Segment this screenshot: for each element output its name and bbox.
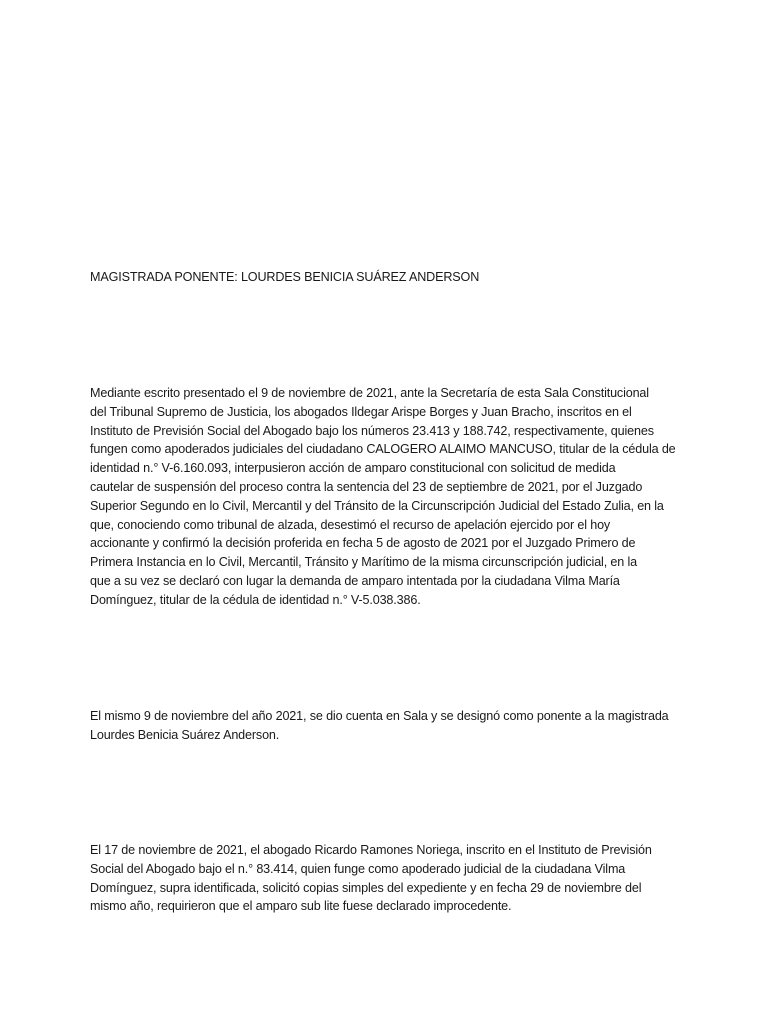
paragraph-line: accionante y confirmó la decisión proferida en fecha 5 de agosto de 2021 por el Juzgado Primero de bbox=[90, 536, 636, 551]
paragraph-line: El 17 de noviembre de 2021, el abogado Ricardo Ramones Noriega, inscrito en el Instituto de Previsión bbox=[90, 843, 652, 857]
paragraph-line: identidad n.° V-6.160.093, interpusieron acción de amparo constitucional con solicitud de medida bbox=[90, 461, 616, 476]
paragraph-line: Mediante escrito presentado el 9 de noviembre de 2021, ante la Secretaría de esta Sala Constitucional bbox=[90, 386, 649, 400]
paragraph-line: Superior Segundo en lo Civil, Mercantil y del Tránsito de la Circunscripción Judicial del Estado Zulia, en la bbox=[90, 498, 664, 513]
paragraph-amparo-filing bbox=[90, 384, 690, 610]
paragraph-line: Primera Instancia en lo Civil, Mercantil, Tránsito y Marítimo de la misma circunscripción judicial, en la bbox=[90, 555, 637, 570]
paragraph-line: que a su vez se declaró con lugar la demanda de amparo intentada por la ciudadana Vilma María bbox=[90, 573, 620, 588]
paragraph-line: El mismo 9 de noviembre del año 2021, se dio cuenta en Sala y se designó como ponente a la magistrada bbox=[90, 709, 669, 723]
paragraph-line: Instituto de Previsión Social del Abogado bajo los números 23.413 y 188.742, respectivamente, quienes bbox=[90, 423, 654, 438]
paragraph-line: Domínguez, titular de la cédula de identidad n.° V-5.038.386. bbox=[90, 592, 421, 607]
paragraph-line: que, conociendo como tribunal de alzada, desestimó el recurso de apelación ejercido por el hoy bbox=[90, 517, 611, 532]
paragraph-line: Social del Abogado bajo el n.° 83.414, quien funge como apoderado judicial de la ciudadana Vilma bbox=[90, 861, 626, 876]
paragraph-line: fungen como apoderados judiciales del ciudadano CALOGERO ALAIMO MANCUSO, titular de la cédula de bbox=[90, 442, 676, 457]
paragraph-line: del Tribunal Supremo de Justicia, los abogados Ildegar Arispe Borges y Juan Bracho, inscritos en el bbox=[90, 404, 632, 419]
paragraph-line: Domínguez, supra identificada, solicitó copias simples del expediente y en fecha 29 de noviembre del bbox=[90, 880, 642, 895]
paragraph-line: mismo año, requirieron que el amparo sub lite fuese declarado improcedente. bbox=[90, 899, 512, 914]
magistrate-heading bbox=[90, 268, 690, 287]
heading-line: MAGISTRADA PONENTE: LOURDES BENICIA SUÁREZ ANDERSON bbox=[90, 270, 480, 284]
paragraph-copies-request bbox=[90, 841, 690, 916]
paragraph-designation bbox=[90, 707, 690, 745]
paragraph-line: cautelar de suspensión del proceso contra la sentencia del 23 de septiembre de 2021, por el Juzgado bbox=[90, 479, 643, 494]
paragraph-line: Lourdes Benicia Suárez Anderson. bbox=[90, 727, 280, 742]
